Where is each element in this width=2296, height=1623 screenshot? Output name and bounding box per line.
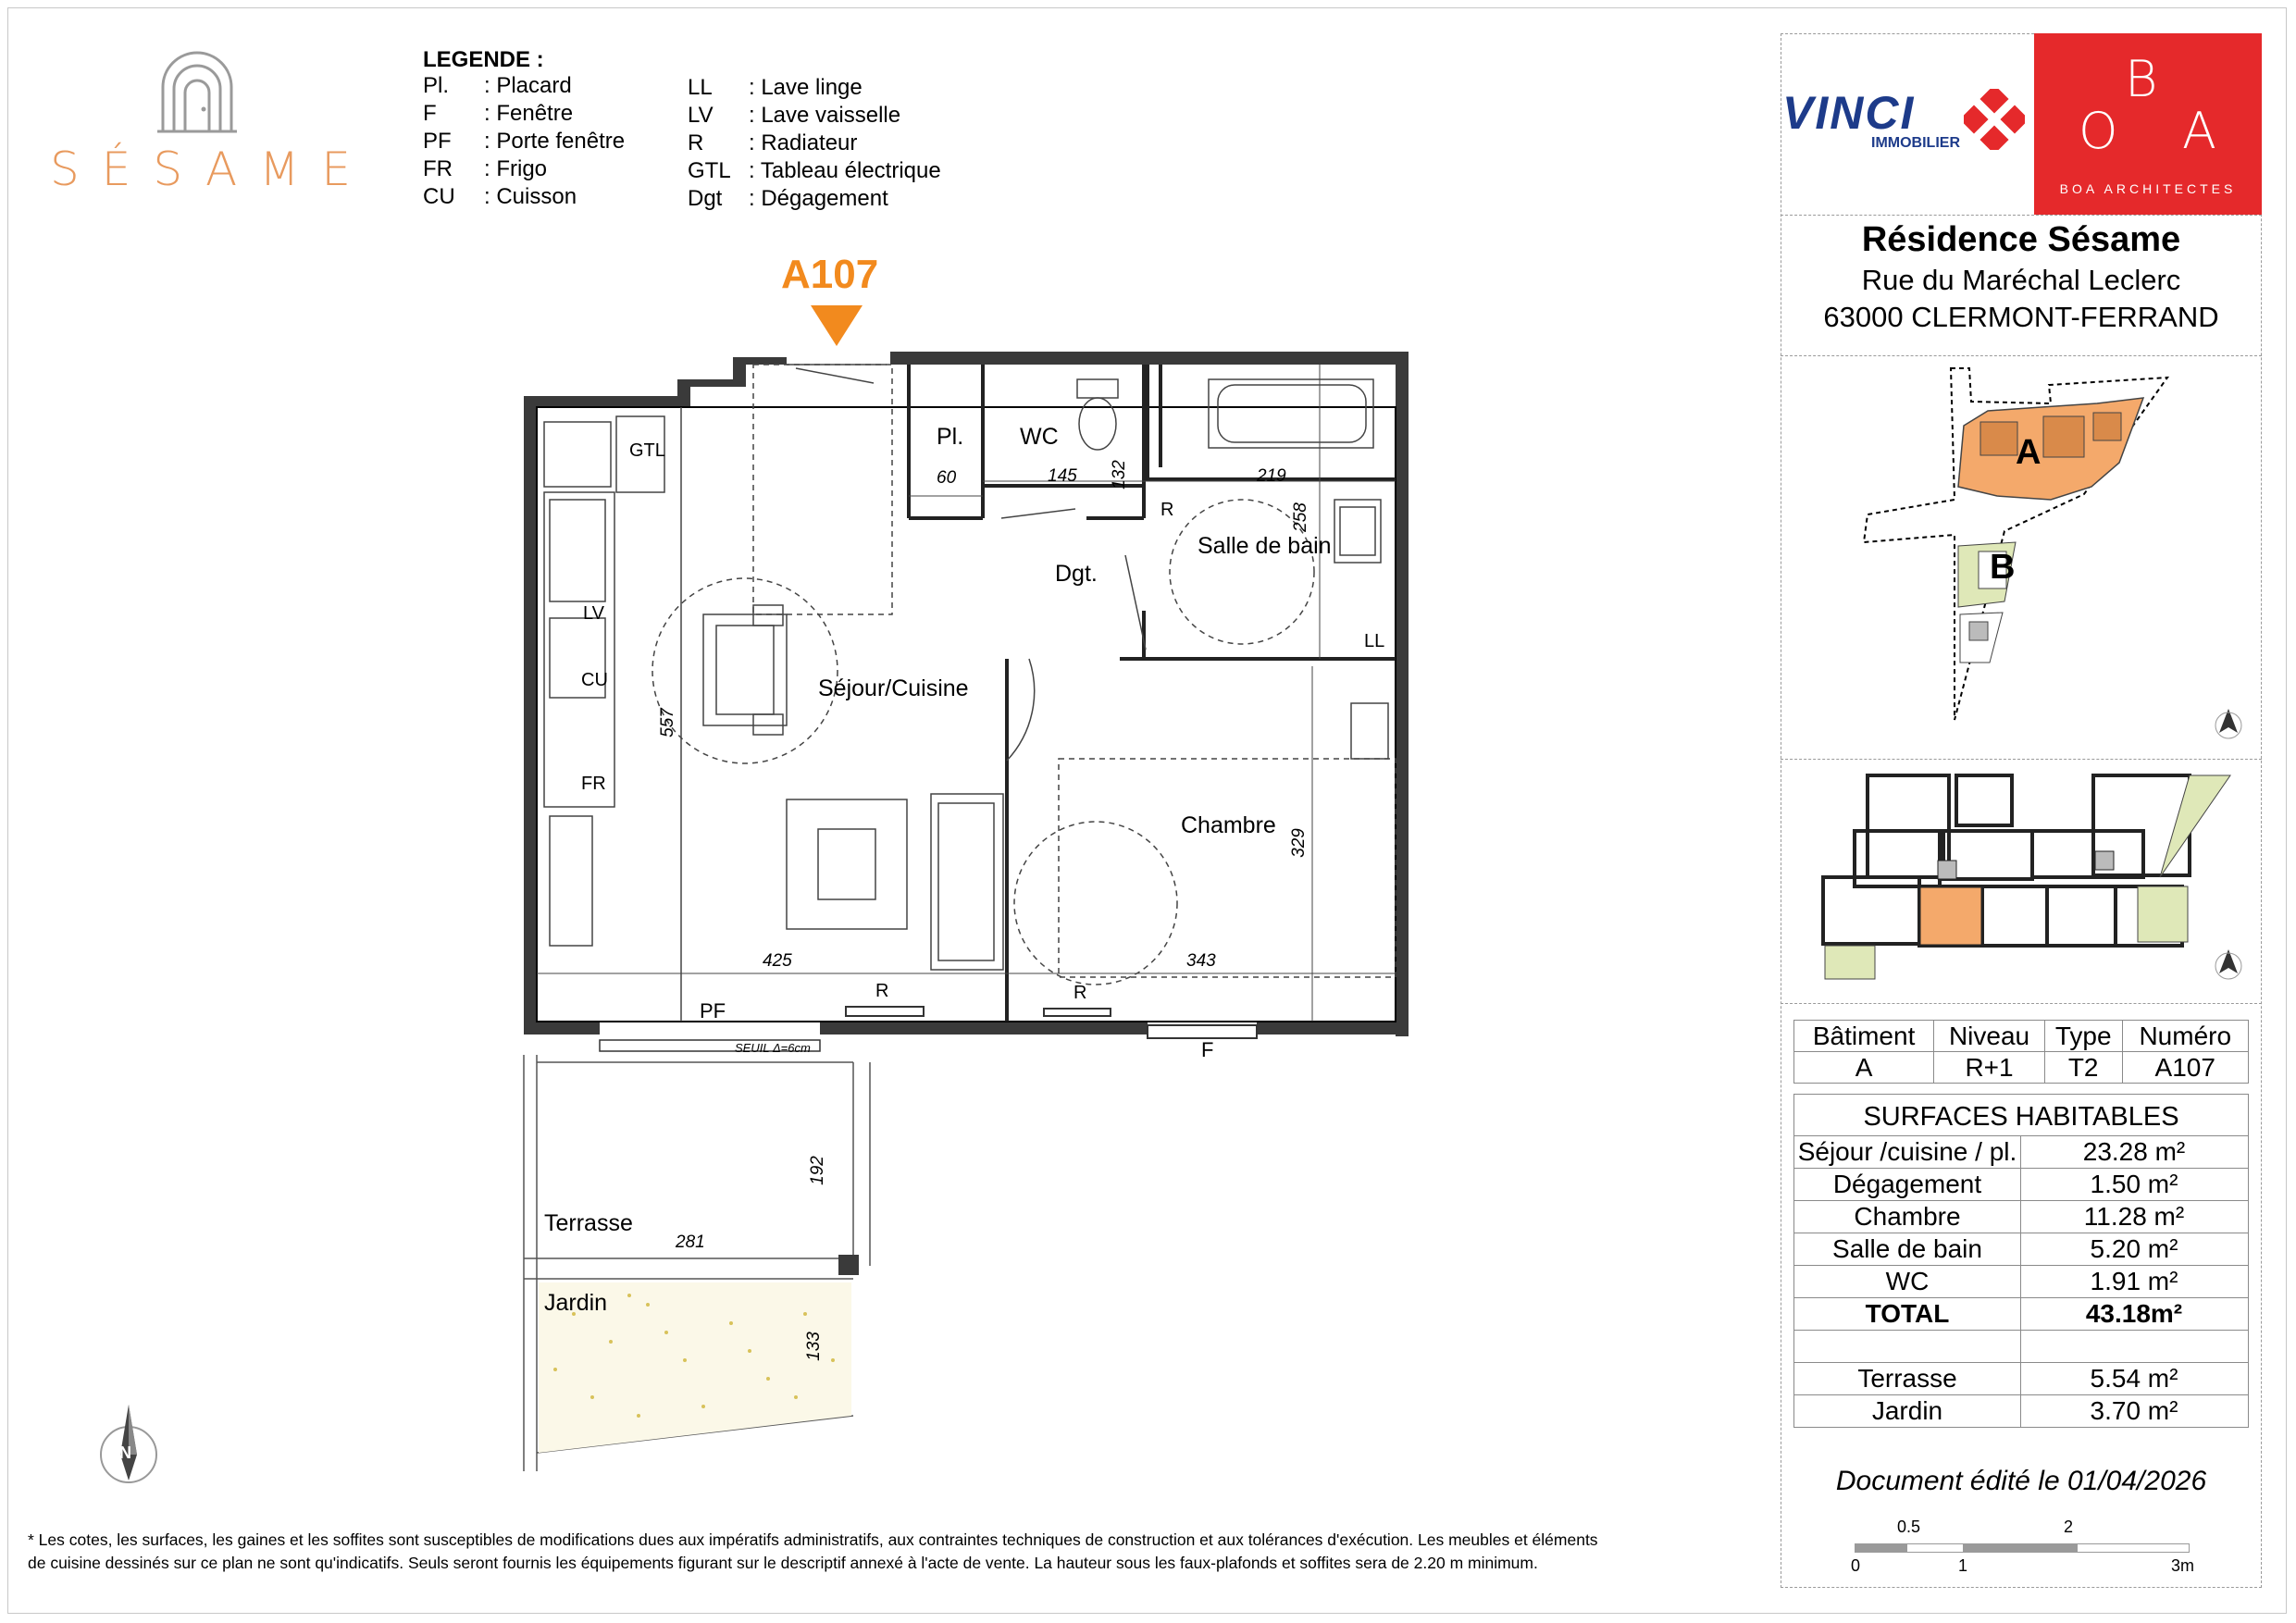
dim-557: 557 <box>657 708 677 737</box>
legend-item <box>688 102 941 130</box>
site-label-a: A <box>2016 433 2042 472</box>
footnote <box>28 1529 1777 1575</box>
residence-block <box>1781 220 2262 336</box>
equip-radiator-sejour: R <box>875 981 889 1001</box>
footnote-line: de cuisine dessinés sur ce plan ne sont qu'indicatifs. Seuls seront fournis les équipements figurant sur le descriptif annexé à l'acte de vente. La hauteur sous les faux-plafonds et soffites sera de 2.20 m minimum. <box>28 1554 1538 1572</box>
legend-label: : Lave vaisselle <box>749 103 901 128</box>
surface-total-label: TOTAL <box>1794 1298 2021 1330</box>
legend-label: : Tableau électrique <box>749 158 941 183</box>
surface-row <box>1794 1395 2248 1427</box>
surface-value: 11.28 m² <box>2083 1202 2185 1231</box>
svg-text:B: B <box>2125 50 2158 108</box>
equip-f: F <box>1201 1038 1214 1061</box>
panel-divider <box>1781 759 2262 760</box>
legend-item <box>423 183 625 211</box>
equip-lv: LV <box>583 603 604 624</box>
equip-radiator-chambre: R <box>1074 983 1087 1003</box>
legend-code: GTL <box>688 158 731 183</box>
residence-street: Rue du Maréchal Leclerc <box>1861 264 2181 296</box>
legend-item <box>423 128 625 155</box>
legend-item <box>423 100 625 128</box>
legend-item <box>423 155 625 183</box>
sesame-logo <box>46 48 373 205</box>
legend-code: LL <box>688 75 713 100</box>
info-value-numero: A107 <box>2122 1052 2248 1084</box>
legend-item <box>688 157 941 185</box>
surface-label: Salle de bain <box>1794 1233 2021 1265</box>
svg-text:A: A <box>2182 102 2216 160</box>
info-value-niveau: R+1 <box>1934 1052 2045 1084</box>
legend-label: : Radiateur <box>749 130 858 155</box>
surface-value: 5.54 m² <box>2090 1364 2178 1393</box>
surface-label: Jardin <box>1794 1395 2021 1427</box>
scale-segment <box>2077 1543 2190 1553</box>
scale-segment <box>1906 1543 1964 1553</box>
surface-value: 1.91 m² <box>2090 1267 2178 1295</box>
surface-row <box>1794 1363 2248 1395</box>
surface-value: 23.28 m² <box>2082 1137 2186 1166</box>
legend-title: LEGENDE : <box>423 47 544 72</box>
legend-code: R <box>688 130 704 155</box>
scale-bar <box>1851 1518 2193 1582</box>
unit-code: A107 <box>781 252 879 297</box>
surface-value: 3.70 m² <box>2090 1396 2178 1425</box>
site-label-b: B <box>1990 548 2016 587</box>
info-header-row <box>1794 1021 2249 1052</box>
legend-right <box>688 74 941 213</box>
info-value-type: T2 <box>2044 1052 2122 1084</box>
surface-total-value: 43.18m² <box>2085 1299 2183 1328</box>
surface-row <box>1794 1266 2248 1298</box>
legend-left <box>423 72 625 211</box>
surface-row <box>1794 1201 2248 1233</box>
dim-329: 329 <box>1288 828 1309 858</box>
surfaces-title: SURFACES HABITABLES <box>1794 1095 2248 1136</box>
floor-plan <box>518 342 1425 1481</box>
seuil-label: SEUIL Δ=6cm <box>735 1041 811 1055</box>
dim-343: 343 <box>1186 951 1216 971</box>
legend-code: Dgt <box>688 186 723 211</box>
room-label-jardin: Jardin <box>544 1290 608 1316</box>
equip-gtl: GTL <box>629 440 665 461</box>
info-value-row <box>1794 1052 2249 1084</box>
dim-60: 60 <box>937 468 957 488</box>
dim-133: 133 <box>803 1332 824 1361</box>
surface-row <box>1794 1169 2248 1201</box>
legend-label: : Porte fenêtre <box>484 129 626 154</box>
equip-radiator-sdb: R <box>1160 500 1174 520</box>
scale-label: 3m <box>2171 1556 2195 1575</box>
info-header-niveau: Niveau <box>1934 1021 2045 1052</box>
panel-divider <box>1781 1003 2262 1004</box>
legend-label: : Cuisson <box>484 184 577 209</box>
site-plan <box>1851 361 2258 753</box>
room-label-sejour: Séjour/Cuisine <box>818 675 969 701</box>
surface-row <box>1794 1233 2248 1266</box>
legend-code: LV <box>688 103 714 128</box>
equip-fr: FR <box>581 774 606 794</box>
scale-segment <box>1964 1543 2077 1553</box>
panel-divider <box>1781 355 2262 356</box>
dim-219: 219 <box>1257 466 1286 486</box>
room-label-placard: Pl. <box>937 424 964 450</box>
room-label-sdb: Salle de bain <box>1198 533 1332 559</box>
legend-code: CU <box>423 184 455 209</box>
surface-value: 5.20 m² <box>2090 1234 2178 1263</box>
dim-281: 281 <box>676 1233 705 1252</box>
dim-132: 132 <box>1109 460 1129 489</box>
scale-label: 1 <box>1958 1556 1968 1575</box>
arch-icon <box>155 48 239 133</box>
legend-label: : Dégagement <box>749 186 888 211</box>
room-label-terrasse: Terrasse <box>544 1210 633 1236</box>
legend-item <box>423 72 625 100</box>
info-header-numero: Numéro <box>2122 1021 2248 1052</box>
boa-logo <box>2034 33 2262 215</box>
dim-192: 192 <box>807 1156 827 1185</box>
room-label-wc: WC <box>1020 424 1059 450</box>
key-plan <box>1805 764 2258 999</box>
legend-label: : Frigo <box>484 156 548 181</box>
residence-title: Résidence Sésame <box>1861 220 2181 259</box>
legend-label: : Lave linge <box>749 75 863 100</box>
document-date: Document édité le 01/04/2026 <box>1835 1466 2207 1496</box>
scale-label: 2 <box>2064 1518 2074 1536</box>
legend-item <box>688 74 941 102</box>
north-label: N <box>119 1443 131 1462</box>
vinci-logo <box>1782 89 2032 163</box>
legend-item <box>688 130 941 157</box>
surface-spacer <box>2021 1331 2247 1362</box>
equip-pf: PF <box>700 999 726 1022</box>
vinci-sub: IMMOBILIER <box>1871 135 1960 151</box>
boa-monogram-icon <box>2034 33 2262 172</box>
legend-item <box>688 185 941 213</box>
info-table <box>1793 1020 2249 1084</box>
equip-ll: LL <box>1364 631 1385 651</box>
legend-code: FR <box>423 156 453 181</box>
legend <box>423 46 997 74</box>
equip-cu: CU <box>581 670 608 690</box>
info-header-type: Type <box>2044 1021 2122 1052</box>
residence-city: 63000 CLERMONT-FERRAND <box>1823 301 2219 333</box>
surface-label: Terrasse <box>1794 1363 2021 1394</box>
legend-label: : Fenêtre <box>484 101 574 126</box>
scale-label: 0 <box>1851 1556 1861 1575</box>
legend-code: PF <box>423 129 452 154</box>
brand-name: SÉSAME <box>50 142 373 196</box>
legend-label: : Placard <box>484 73 572 98</box>
surface-total-row <box>1794 1298 2248 1331</box>
surfaces-table <box>1793 1094 2249 1428</box>
svg-text:O: O <box>2079 102 2118 160</box>
surface-spacer <box>1794 1331 2021 1362</box>
surface-label: WC <box>1794 1266 2021 1297</box>
surface-label: Dégagement <box>1794 1169 2021 1200</box>
surface-spacer-row <box>1794 1331 2248 1363</box>
scale-label: 0.5 <box>1897 1518 1921 1536</box>
surface-value: 1.50 m² <box>2090 1170 2178 1198</box>
vinci-name: VINCI <box>1782 87 1916 139</box>
info-header-batiment: Bâtiment <box>1794 1021 1934 1052</box>
vinci-cross-icon <box>1964 89 2025 150</box>
scale-segment <box>1855 1543 1906 1553</box>
dim-258: 258 <box>1290 502 1310 532</box>
surface-label: Séjour /cuisine / pl. <box>1794 1136 2021 1168</box>
footnote-line: * Les cotes, les surfaces, les gaines et les soffites sont susceptibles de modifications dues aux impératifs administratifs, aux contraintes techniques de construction et aux tolérances d'exécution. Les meubles et éléments <box>28 1530 1598 1549</box>
dim-145: 145 <box>1048 466 1077 486</box>
surface-row <box>1794 1136 2248 1169</box>
dim-425: 425 <box>763 951 792 971</box>
surface-label: Chambre <box>1794 1201 2021 1233</box>
panel-divider <box>1781 215 2262 216</box>
legend-code: Pl. <box>423 73 450 98</box>
room-label-dgt: Dgt. <box>1055 561 1098 587</box>
legend-code: F <box>423 101 437 126</box>
room-label-chambre: Chambre <box>1181 812 1276 838</box>
info-value-batiment: A <box>1794 1052 1934 1084</box>
boa-name: BOA ARCHITECTES <box>2059 181 2237 196</box>
